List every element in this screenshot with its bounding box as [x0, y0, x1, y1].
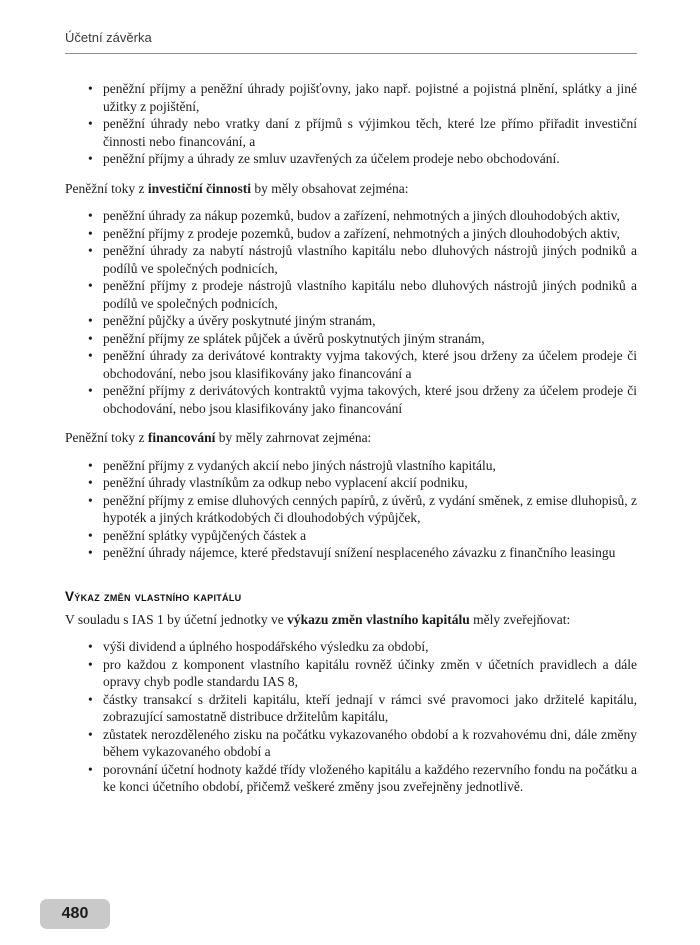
bullet-icon: • — [88, 116, 93, 131]
investing-intro-paragraph — [65, 180, 637, 198]
bullet-icon: • — [88, 208, 93, 223]
bullet-icon: • — [88, 457, 93, 473]
bullet-icon: • — [88, 81, 93, 96]
list-item-text: částky transakcí s držiteli kapitálu, kteří jednají v rámci své pravomoci jako držitelé kapitálu, zobrazující samostatně distribuce držitelům kapitálu, — [103, 691, 637, 724]
list-item — [88, 382, 637, 417]
list-item — [88, 492, 637, 527]
bullet-icon: • — [88, 151, 93, 166]
investing-cashflow-list — [88, 207, 637, 417]
list-item-text: peněžní úhrady vlastníkům za odkup nebo vyplacení akcií podniku, — [103, 475, 468, 490]
paragraph-text: Peněžní toky z — [65, 430, 148, 445]
running-header — [65, 30, 637, 54]
list-item-text: peněžní příjmy ze splátek půjček a úvěrů poskytnutých jiným stranám, — [103, 330, 485, 346]
bullet-icon: • — [88, 545, 93, 560]
list-item-text: peněžní úhrady za derivátové kontrakty vyjma takových, které jsou drženy za účelem prodeje či obchodování, nebo jsou klasifikovány jako financování a — [103, 348, 637, 381]
paragraph-bold-text: výkazu změn vlastního kapitálu — [287, 611, 470, 627]
paragraph-text: Peněžní toky z — [65, 180, 148, 196]
list-item-text: výši dividend a úplného hospodářského výsledku za období, — [103, 639, 429, 654]
list-item-text: peněžní příjmy z derivátových kontraktů vyjma takových, které jsou drženy za účelem prodeje či obchodování, nebo jsou klasifikovány jako financování — [103, 383, 637, 416]
page-number: 480 — [61, 905, 89, 922]
bullet-icon: • — [88, 639, 93, 654]
list-item-text: peněžní půjčky a úvěry poskytnuté jiným stranám, — [103, 313, 376, 328]
financing-intro-paragraph — [65, 429, 637, 447]
list-item — [88, 761, 637, 796]
financing-cashflow-list — [88, 457, 637, 562]
list-item-text: peněžní úhrady nájemce, které představují snížení nesplaceného závazku z finančního leasingu — [103, 545, 616, 560]
list-item — [88, 457, 637, 475]
list-item-text: peněžní příjmy a peněžní úhrady pojišťovny, jako např. pojistné a pojistná plnění, splátky a jiné užitky z pojištění, — [103, 81, 637, 114]
list-item-text: porovnání účetní hodnoty každé třídy vloženého kapitálu a každého rezervního fondu na počátku a ke konci účetního období, přičemž veškeré změny jsou zveřejněny jednotlivě. — [103, 761, 637, 794]
bullet-icon: • — [88, 225, 93, 241]
list-item-text: pro každou z komponent vlastního kapitálu rovněž účinky změn v účetních pravidlech a dále opravy chyb podle standardu IAS 8, — [103, 656, 637, 689]
list-item — [88, 691, 637, 726]
paragraph-text: měly zveřejňovat: — [469, 611, 571, 627]
list-item — [88, 312, 637, 330]
list-item — [88, 726, 637, 761]
list-item — [88, 207, 637, 225]
paragraph-text: by měly zahrnovat zejména: — [215, 430, 372, 445]
bullet-icon: • — [88, 383, 93, 398]
list-item — [88, 656, 637, 691]
list-item — [88, 277, 637, 312]
bullet-icon: • — [88, 475, 93, 490]
list-item-text: peněžní úhrady za nabytí nástrojů vlastního kapitálu nebo dluhových nástrojů jiných podniků a podílů ve společných podnicích, — [103, 243, 637, 276]
bullet-icon: • — [88, 330, 93, 346]
list-item-text: peněžní příjmy z emise dluhových cenných papírů, z úvěrů, z vydání směnek, z emise dluhopisů, z hypoték a jiných krátkodobých či dlouhodobých výpůjček, — [103, 492, 637, 525]
list-item — [88, 638, 637, 656]
page-content — [65, 80, 637, 796]
bullet-icon: • — [88, 492, 93, 508]
list-item — [88, 544, 637, 562]
bullet-icon: • — [88, 278, 93, 293]
list-item-text: peněžní příjmy a úhrady ze smluv uzavřených za účelem prodeje nebo obchodování. — [103, 151, 560, 166]
bullet-icon: • — [88, 348, 93, 363]
bullet-icon: • — [88, 726, 93, 742]
bullet-icon: • — [88, 691, 93, 707]
list-item-text: peněžní úhrady za nákup pozemků, budov a zařízení, nehmotných a jiných dlouhodobých aktiv, — [103, 208, 620, 223]
list-item-text: peněžní příjmy z prodeje pozemků, budov a zařízení, nehmotných a jiných dlouhodobých aktiv, — [103, 225, 620, 241]
list-item — [88, 80, 637, 115]
list-item-text: peněžní příjmy z vydaných akcií nebo jiných nástrojů vlastního kapitálu, — [103, 457, 496, 473]
list-item — [88, 115, 637, 150]
bullet-icon: • — [88, 313, 93, 328]
paragraph-bold-text: financování — [147, 430, 216, 445]
list-item — [88, 474, 637, 492]
equity-changes-list — [88, 638, 637, 796]
section-heading-equity-changes: Výkaz změn vlastního kapitálu — [65, 588, 242, 604]
paragraph-bold-text: investiční činnosti — [147, 180, 251, 196]
list-item — [88, 150, 637, 168]
bullet-icon: • — [88, 656, 93, 672]
bullet-icon: • — [88, 761, 93, 777]
list-item — [88, 242, 637, 277]
paragraph-text: by měly obsahovat zejména: — [251, 180, 409, 196]
list-item-text: peněžní splátky vypůjčených částek a — [103, 527, 307, 543]
list-item — [88, 347, 637, 382]
list-item — [88, 330, 637, 348]
operating-cashflow-list — [88, 80, 637, 168]
bullet-icon: • — [88, 527, 93, 543]
list-item — [88, 527, 637, 545]
list-item-text: peněžní úhrady nebo vratky daní z příjmů s výjimkou těch, které lze přímo přiřadit investiční činnosti nebo financování, a — [103, 116, 637, 149]
equity-intro-paragraph — [65, 611, 637, 629]
list-item — [88, 225, 637, 243]
page-number-badge — [40, 899, 110, 929]
bullet-icon: • — [88, 243, 93, 258]
list-item-text: peněžní příjmy z prodeje nástrojů vlastního kapitálu nebo dluhových nástrojů jiných podniků a podílů ve společných podnicích, — [103, 278, 637, 311]
running-header-title: Účetní závěrka — [65, 30, 152, 45]
paragraph-text: V souladu s IAS 1 by účetní jednotky ve — [65, 611, 288, 627]
list-item-text: zůstatek nerozděleného zisku na počátku vykazovaného období a k rozvahovému dni, dále změny během vykazovaného období a — [103, 726, 637, 759]
